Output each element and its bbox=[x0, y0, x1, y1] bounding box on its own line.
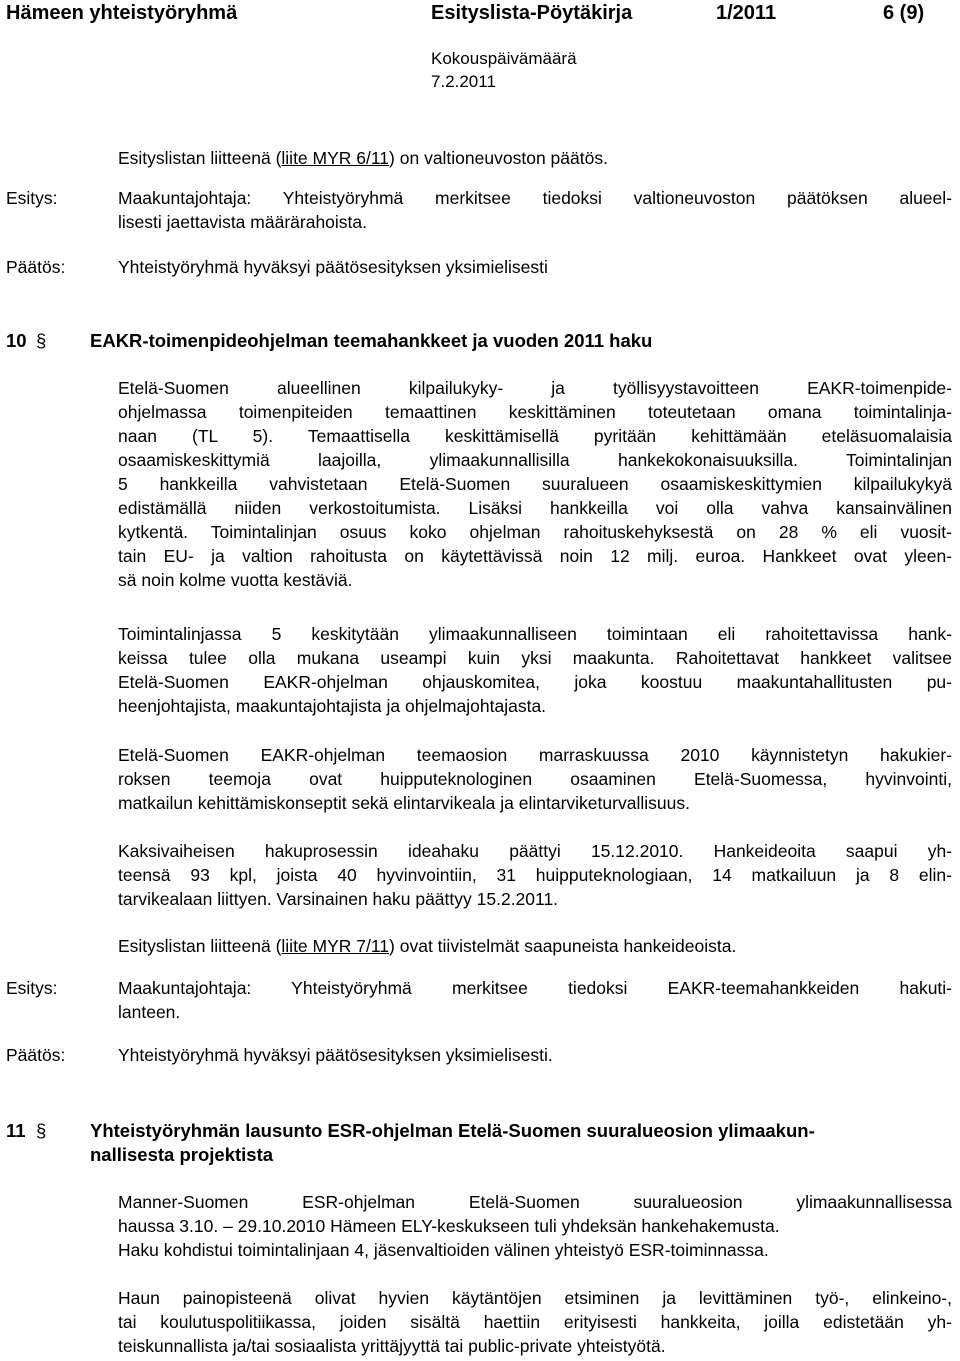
header-document-type: Esityslista-Pöytäkirja bbox=[431, 2, 633, 24]
attachment-note-section10: Esityslistan liitteenä (liite MYR 7/11) ovat tiivistelmät saapuneista hankeideoista. bbox=[118, 936, 737, 956]
header-date-label: Kokouspäivämäärä bbox=[431, 49, 577, 68]
section-sign-10: § bbox=[36, 330, 47, 351]
header-organization: Hämeen yhteistyöryhmä bbox=[6, 2, 238, 24]
section11-paragraph-2: Haun painopisteenä olivat hyvien käytäntöjen etsiminen ja levittäminen työ-, elinkeino-, tai koulutuspolitiikassa, joiden sisältä haettiin erityisesti hankkeita, joilla edistetään yh- teiskunnallista ja/tai sosiaalista yrittäjyyttä tai public-private yhteistyötä. bbox=[118, 1288, 952, 1356]
section10-paragraph-2: Toimintalinjassa 5 keskitytään ylimaakunnalliseen toimintaan eli rahoitettavissa hank- keissa tulee olla mukana useampi kuin yksi maakunta. Rahoitettavat hankkeet valitsee Etelä-Suomen EAKR-ohjelman ohjauskomitea, joka koostuu maakuntahallitusten pu- heenjohtajista, maakuntajohtajista ja ohjelmajohtajasta. bbox=[118, 624, 952, 716]
section10-paragraph-1: Etelä-Suomen alueellinen kilpailukyky- ja työllisyystavoitteen EAKR-toimenpide- ohjelmassa toimenpiteiden temaattinen keskittäminen toteutetaan omana toimintalinja- naan (TL 5). Temaattisella keskittämisellä pyritään kehittämään eteläsuomalaisia osaamiskeskittymiä laajoilla, ylimaakunnallisilla hankekokonaisuuksilla. Toimintalinjan 5 hankkeilla vahvistetaan Etelä-Suomen suuralueen osaamiskeskittymien kilpailukykyä edistämällä niiden verkostoitumista. Lisäksi hankkeilla voi olla vahva kansainvälinen kytkentä. Toimintalinjan osuus koko ohjelman rahoituskehyksestä on 28 % eli vuosit- tain EU- ja valtion rahoitusta on käytettävissä noin 12 milj. euroa. Hankkeet ovat yleen- sä noin kolme vuotta kestäviä. bbox=[118, 378, 952, 590]
proposal-text-section10: Maakuntajohtaja: Yhteistyöryhmä merkitsee tiedoksi EAKR-teemahankkeiden hakuti- lanteen. bbox=[118, 978, 952, 1022]
section-number-10: 10 bbox=[6, 330, 27, 351]
section-sign-11: § bbox=[36, 1120, 47, 1141]
header-page-number: 6 (9) bbox=[883, 2, 925, 24]
attachment-link-myr-6-11[interactable]: liite MYR 6/11 bbox=[281, 148, 390, 168]
section-title-11-line-1: Yhteistyöryhmän lausunto ESR-ohjelman Etelä-Suomen suuralueosion ylimaakun- bbox=[90, 1120, 815, 1141]
header-document-number: 1/2011 bbox=[716, 2, 777, 24]
section-title-10: EAKR-toimenpideohjelman teemahankkeet ja vuoden 2011 haku bbox=[90, 330, 653, 351]
proposal-text-item9: Maakuntajohtaja: Yhteistyöryhmä merkitsee tiedoksi valtioneuvoston päätöksen alueel- lisesti jaettavista määrärahoista. bbox=[118, 188, 952, 232]
attachment-note-item9: Esityslistan liitteenä (liite MYR 6/11) on valtioneuvoston päätös. bbox=[118, 148, 608, 168]
proposal-label-item9: Esitys: bbox=[6, 188, 58, 208]
decision-label-section10: Päätös: bbox=[6, 1045, 66, 1065]
section-number-11: 11 bbox=[6, 1120, 26, 1141]
decision-text-item9: Yhteistyöryhmä hyväksyi päätösesityksen yksimielisesti bbox=[118, 257, 548, 277]
decision-text-section10: Yhteistyöryhmä hyväksyi päätösesityksen yksimielisesti. bbox=[118, 1045, 553, 1065]
proposal-label-section10: Esitys: bbox=[6, 978, 58, 998]
section11-paragraph-1: Manner-Suomen ESR-ohjelman Etelä-Suomen suuralueosion ylimaakunnallisessa haussa 3.10. – 29.10.2010 Hämeen ELY-keskukseen tuli yhdeksän hankehakemusta. Haku kohdistui toimintalinjaan 4, jäsenvaltioiden välinen yhteistyö ESR-toiminnassa. bbox=[118, 1192, 952, 1260]
attachment-link-myr-7-11[interactable]: liite MYR 7/11 bbox=[281, 936, 390, 956]
section-title-11-line-2: nallisesta projektista bbox=[90, 1144, 274, 1165]
header-date: 7.2.2011 bbox=[431, 72, 496, 91]
decision-label-item9: Päätös: bbox=[6, 257, 66, 277]
section10-paragraph-4: Kaksivaiheisen hakuprosessin ideahaku päättyi 15.12.2010. Hankeideoita saapui yh- teensä 93 kpl, joista 40 hyvinvointiin, 31 huipputeknologiaan, 14 matkailuun ja 8 elin- tarvikealaan liittyen. Varsinainen haku päättyy 15.2.2011. bbox=[118, 841, 952, 909]
section10-paragraph-3: Etelä-Suomen EAKR-ohjelman teemaosion marraskuussa 2010 käynnistetyn hakukier- roksen teemoja ovat huipputeknologinen osaaminen Etelä-Suomessa, hyvinvointi, matkailun kehittämiskonseptit sekä elintarvikeala ja elintarviketurvallisuus. bbox=[118, 745, 952, 813]
